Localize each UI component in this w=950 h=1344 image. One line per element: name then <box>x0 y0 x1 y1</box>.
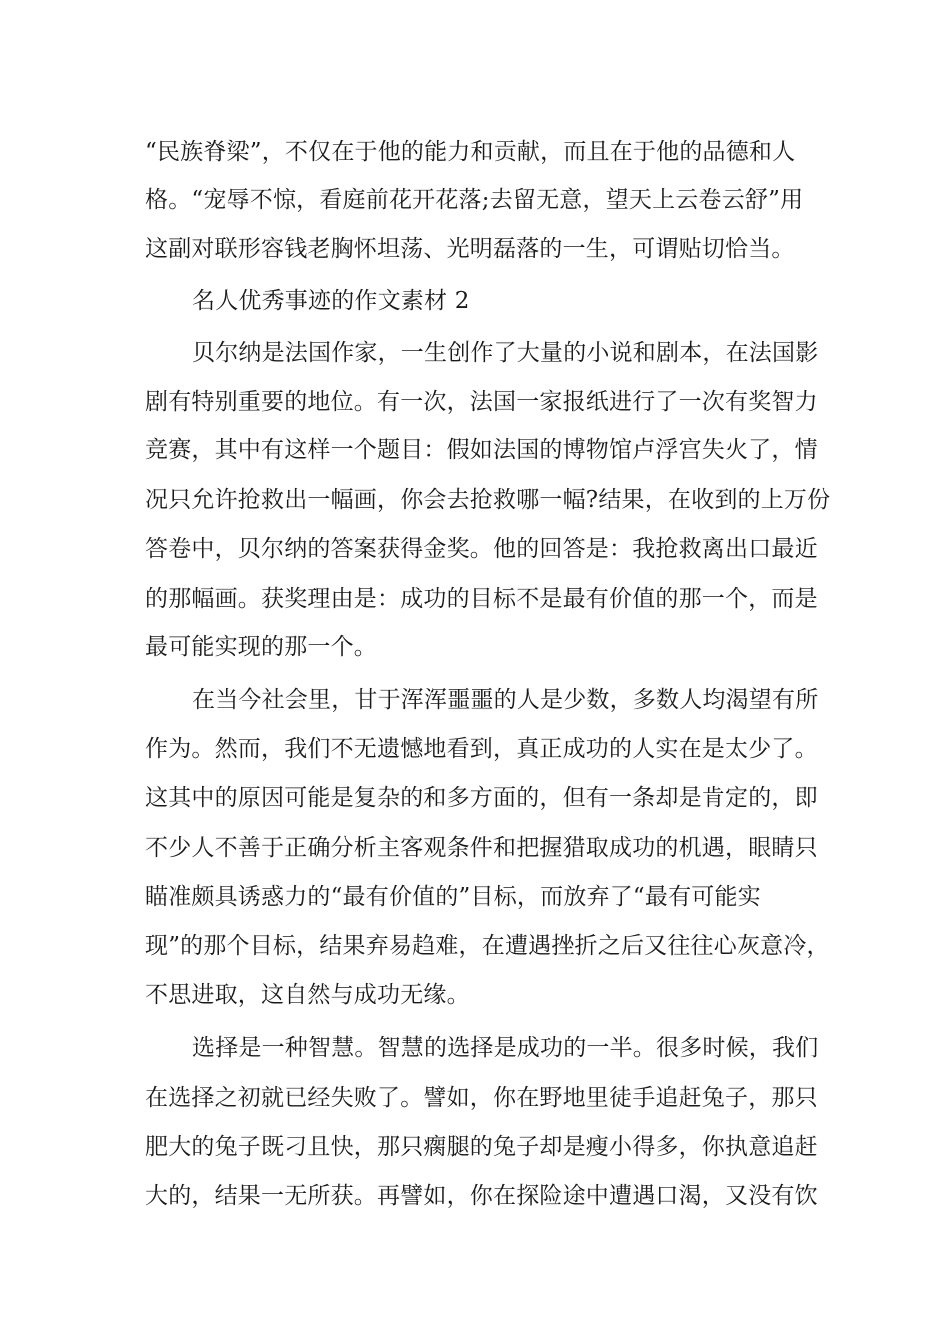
text-line: 最可能实现的那一个。 <box>145 634 377 660</box>
text-line: 这其中的原因可能是复杂的和多方面的，但有一条却是肯定的，即 <box>145 785 818 811</box>
text-line: 竞赛，其中有这样一个题目：假如法国的博物馆卢浮宫失火了，情 <box>145 437 818 463</box>
text-line: 不思进取，这自然与成功无缘。 <box>145 982 470 1008</box>
text-line: 选择是一种智慧。智慧的选择是成功的一半。很多时候，我们 <box>192 1035 819 1061</box>
text-line: 剧有特别重要的地位。有一次，法国一家报纸进行了一次有奖智力 <box>145 389 818 415</box>
text-line: “民族脊梁”，不仅在于他的能力和贡献，而且在于他的品德和人 <box>145 139 796 165</box>
text-line: 现”的那个目标，结果弃易趋难，在遭遇挫折之后又往往心灰意冷， <box>145 933 830 959</box>
text-line: 瞄准颇具诱惑力的“最有价值的”目标，而放弃了“最有可能实 <box>145 884 761 910</box>
text-line: 的那幅画。获奖理由是：成功的目标不是最有价值的那一个，而是 <box>145 586 818 612</box>
text-line: 贝尔纳是法国作家，一生创作了大量的小说和剧本，在法国影 <box>192 340 819 366</box>
text-line: 在当今社会里，甘于浑浑噩噩的人是少数，多数人均渴望有所 <box>192 687 819 713</box>
text-line: 这副对联形容钱老胸怀坦荡、光明磊落的一生，可谓贴切恰当。 <box>145 236 795 262</box>
text-line: 肥大的兔子既刁且快，那只瘸腿的兔子却是瘦小得多，你执意追赶 <box>145 1134 818 1160</box>
text-line: 况只允许抢救出一幅画，你会去抢救哪一幅?结果，在收到的上万份 <box>145 487 831 513</box>
section-heading: 名人优秀事迹的作文素材 2 <box>192 288 470 314</box>
text-line: 大的，结果一无所获。再譬如，你在探险途中遭遇口渴，又没有饮 <box>145 1183 818 1209</box>
text-line: 作为。然而，我们不无遗憾地看到，真正成功的人实在是太少了。 <box>145 736 818 762</box>
text-line: 格。“宠辱不惊，看庭前花开花落;去留无意，望天上云卷云舒”用 <box>145 187 804 213</box>
text-line: 答卷中，贝尔纳的答案获得金奖。他的回答是：我抢救离出口最近 <box>145 536 818 562</box>
text-line: 在选择之初就已经失败了。譬如，你在野地里徒手追赶兔子，那只 <box>145 1085 818 1111</box>
text-line: 不少人不善于正确分析主客观条件和把握猎取成功的机遇，眼睛只 <box>145 835 818 861</box>
